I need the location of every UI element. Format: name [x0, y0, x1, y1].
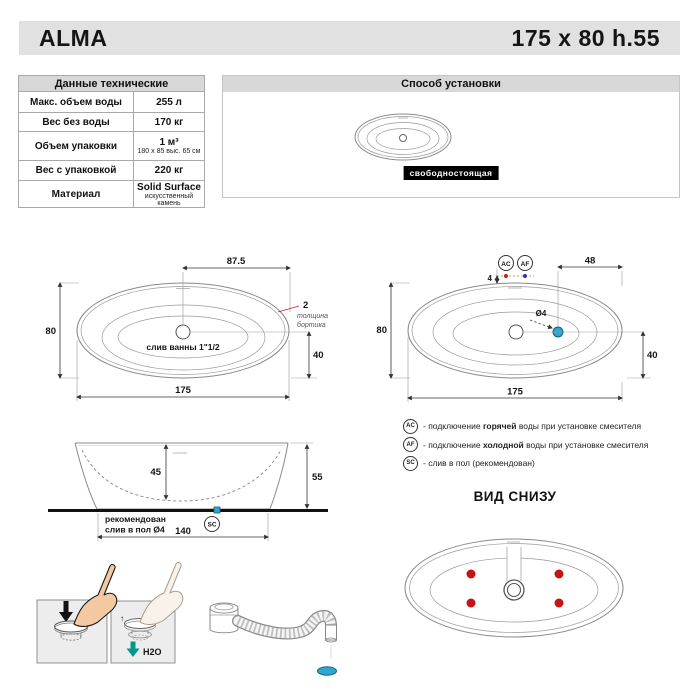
ac-marker-icon: AC [403, 419, 418, 434]
floor-drain-hole [318, 667, 337, 675]
dim-height [45, 283, 79, 378]
dim-inner-depth [150, 445, 166, 499]
pressing-hand-icon [74, 565, 117, 627]
spec-value: 255 л [134, 92, 205, 113]
tap-points [497, 274, 534, 278]
af-marker-icon: AF [403, 437, 418, 452]
product-size: 175 x 80 h.55 [511, 24, 660, 51]
legend-text-bold: холодной [482, 439, 524, 450]
drain-note-line2: слив в пол Ø4 [105, 524, 165, 535]
foot-dot [467, 570, 476, 579]
spec-value-main: 1 м³ [159, 137, 179, 148]
floor-drain-dia-label: Ø4 [535, 309, 547, 318]
cold-water-code: AF [520, 260, 530, 268]
product-name: ALMA [39, 24, 108, 51]
legend-text-bold: горячей [482, 421, 517, 432]
installation-type-badge: свободностоящая [404, 166, 499, 180]
rim-thickness-note1: толщина [297, 313, 329, 320]
hot-water-code: AC [501, 260, 511, 268]
dim-tap-offset [558, 256, 622, 327]
tub-thumbnail-drawing [348, 111, 458, 163]
sc-code: SC [207, 521, 217, 529]
top-view-drawing [45, 250, 335, 410]
h2o-label: H2O [143, 647, 162, 657]
hot-water-marker [499, 256, 514, 271]
spec-value-note: искусственный камень [144, 192, 194, 207]
tub-outline [408, 283, 622, 378]
legend-item-af [403, 436, 688, 455]
legend-text-post: воды при установке смесителя [516, 421, 642, 432]
spec-value-main: Solid Surface [137, 181, 201, 193]
hot-water-dot [504, 274, 508, 278]
spec-value: 220 кг [134, 161, 205, 181]
installation-title: Способ установки [223, 76, 679, 92]
sc-marker-icon: SC [403, 456, 418, 471]
legend-text-pre: - подключение [423, 439, 483, 450]
title-bar [19, 21, 680, 55]
dim-rim-gap-label: 4 [487, 274, 492, 283]
spec-label: Вес без воды [19, 113, 134, 132]
dim-total-height [290, 443, 323, 508]
table-row [19, 113, 205, 132]
dim-inner-depth-label: 45 [150, 467, 161, 478]
dim-base-label: 140 [175, 526, 191, 537]
dim-offset-label: 40 [647, 350, 658, 361]
rim-thickness-callout [278, 300, 328, 329]
dim-width-label: 175 [175, 385, 191, 396]
drain-size-label: слив ванны 1"1/2 [146, 342, 220, 352]
spec-label: Объем упаковки [19, 132, 134, 161]
installation-body [223, 92, 679, 197]
sc-marker [205, 517, 220, 532]
dim-rim-gap [488, 269, 497, 283]
siphon-drawing [203, 585, 353, 685]
floor-drain-mark [214, 507, 220, 513]
spec-value: 170 кг [134, 113, 205, 132]
bottom-view-drawing [400, 533, 630, 643]
dim-width-label: 175 [507, 386, 523, 398]
legend-text [423, 421, 641, 431]
bottom-view-title: ВИД СНИЗУ [473, 489, 557, 504]
installation-panel [222, 75, 680, 198]
legend [403, 417, 688, 473]
dim-offset [523, 332, 658, 378]
spec-value [134, 132, 205, 161]
tub-thumbnail-outline [355, 114, 451, 160]
spec-label: Вес с упаковкой [19, 161, 134, 181]
foot-dot [467, 599, 476, 608]
rim-thickness-note2: бортика [297, 322, 326, 329]
dim-height-label: 80 [376, 325, 387, 336]
cold-water-dot [523, 274, 527, 278]
cold-water-marker [518, 256, 533, 271]
spec-label: Макс. объем воды [19, 92, 134, 113]
legend-item-ac [403, 417, 688, 436]
drain-note-line1: рекомендован [105, 514, 166, 524]
table-row [19, 132, 205, 161]
foot-dot [555, 570, 564, 579]
drain-usage-pictograms [30, 558, 205, 670]
dim-height [376, 283, 410, 378]
dim-half-width [183, 256, 290, 324]
dim-width [408, 337, 622, 402]
dim-tap-offset-label: 48 [584, 255, 596, 267]
spec-table [18, 75, 205, 208]
foot-dot [555, 599, 564, 608]
dim-height-label: 80 [45, 326, 56, 337]
hose-outlet [326, 625, 337, 659]
dim-offset [190, 332, 324, 378]
table-row [19, 92, 205, 113]
spec-table-title: Данные технические [19, 76, 205, 92]
spec-value-note: 180 x 85 выс. 65 см [137, 148, 201, 155]
releasing-hand-icon [140, 563, 183, 625]
legend-item-sc [403, 454, 688, 473]
legend-text-pre: - подключение [423, 421, 483, 432]
tub-profile [75, 443, 288, 509]
spec-label: Материал [19, 181, 134, 208]
table-row [19, 161, 205, 181]
table-row [19, 181, 205, 208]
legend-text [423, 440, 648, 450]
legend-text-post: воды при установке смесителя [523, 439, 649, 450]
legend-text-pre: - слив в пол (рекомендован) [423, 458, 535, 469]
pop-up-arrow-left-icon: ↑ [120, 614, 124, 623]
dim-total-height-label: 55 [312, 472, 323, 483]
dim-offset-label: 40 [313, 350, 324, 361]
dim-half-width-label: 87.5 [226, 256, 246, 267]
plumbing-view-drawing [376, 240, 670, 410]
spec-value [134, 181, 205, 208]
rim-thickness-value: 2 [303, 300, 309, 311]
side-view-drawing [40, 425, 340, 550]
tub-bottom-outline [405, 539, 623, 637]
spec-table-header [19, 76, 205, 92]
corrugated-hose [238, 616, 331, 634]
legend-text [423, 458, 535, 468]
